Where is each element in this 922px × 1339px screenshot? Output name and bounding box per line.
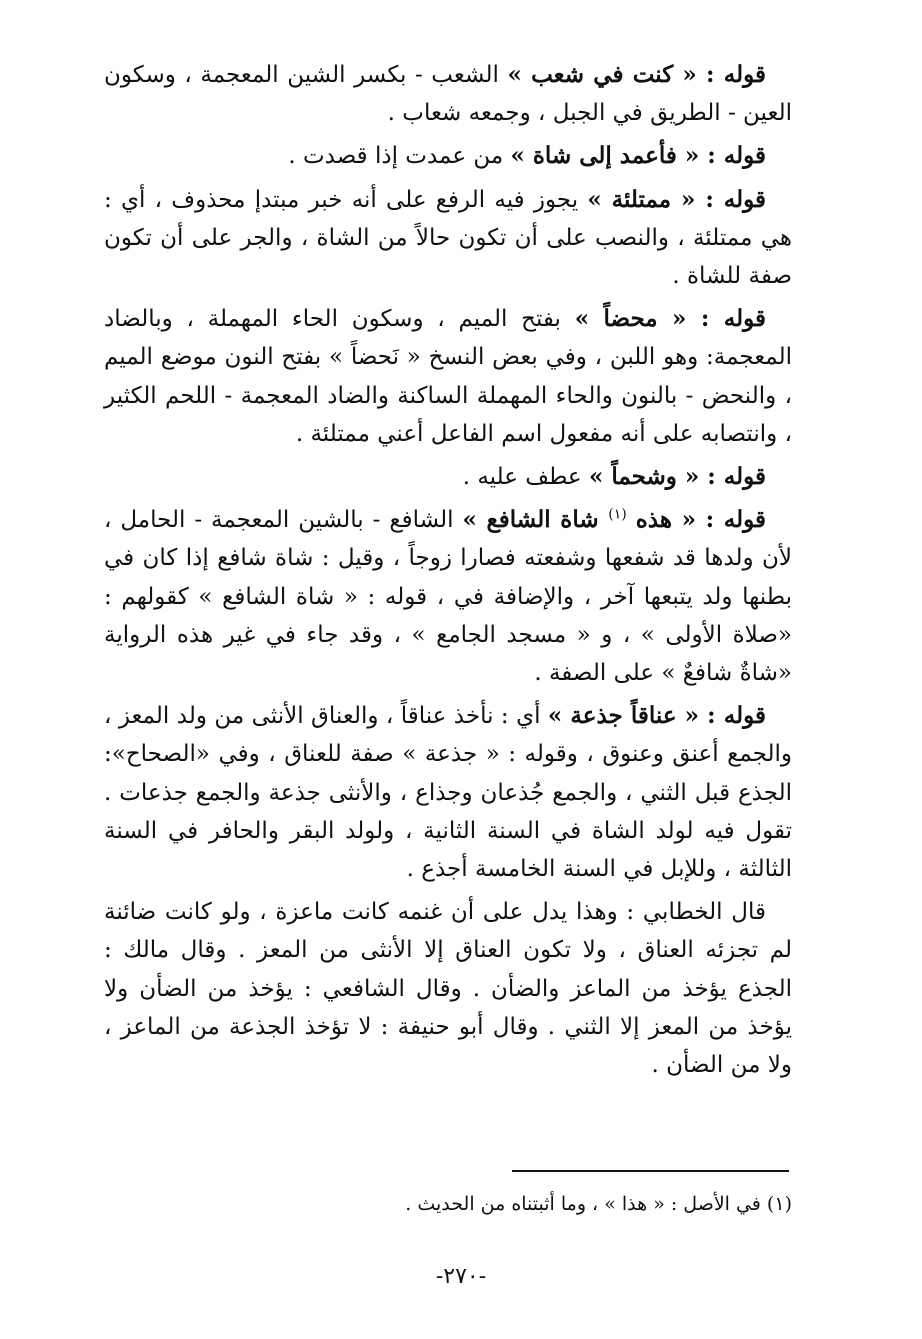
paragraph-lead: قوله : « وشحماً » — [588, 463, 766, 491]
paragraph-shib — [104, 56, 792, 132]
paragraph-text: قال الخطابي : وهذا يدل على أن غنمه كانت ماعزة ، ولو كانت ضائنة لم تجزئه العناق ، ولا تكون العناق إلا الأنثى من المعز . وقال مالك : الجذع يؤخذ من الماعز والضأن . وقال الشافعي : يؤخذ من الضأن ولا يؤخذ من المعز إلا الثني . وقال أبو حنيفة : لا تؤخذ الجذعة من الماعز ، ولا من الضأن . — [104, 899, 792, 1079]
paragraph-text: الشافع - بالشين المعجمة - الحامل ، لأن ولدها قد شفعها وشفعته فصارا زوجاً ، وقيل : شاة شافع إذا كان في بطنها ولد يتبعها آخر ، والإضافة في ، قوله : « شاة الشافع » كقولهم : «صلاة الأولى » ، و « مسجد الجامع » ، وقد جاء في غير هذه الرواية «شاةٌ شافعٌ » على الصفة . — [104, 507, 792, 687]
page-number: -٢٧٠- — [435, 1264, 487, 1289]
page-body — [104, 56, 792, 1089]
paragraph-shafi — [104, 501, 792, 692]
paragraph-text: أي : نأخذ عناقاً ، والعناق الأنثى من ولد المعز ، والجمع أعنق وعنوق ، وقوله : « جذعة » صفة للعناق ، وفي «الصحاح»: الجذع قبل الثني ، والجمع جُذعان وجذاع ، والأنثى جذعة والجمع جذعات . تقول فيه لولد الشاة في السنة الثانية ، ولولد البقر والحافر في السنة الثالثة ، وللإبل في السنة الخامسة أجذع . — [104, 703, 792, 883]
paragraph-text: عطف عليه . — [462, 464, 589, 491]
paragraph-lead: قوله : « ممتلئة » — [587, 185, 766, 213]
footnote-marker: (١) — [608, 506, 627, 523]
paragraph-lead-continued: شاة الشافع » — [462, 506, 609, 534]
paragraph-aamid — [104, 137, 792, 175]
paragraph-text: من عمدت إذا قصدت . — [288, 143, 511, 170]
paragraph-inaq — [104, 697, 792, 888]
paragraph-mumtaliah — [104, 181, 792, 296]
footnote: (١) في الأصل : « هذا » ، وما أثبتناه من الحديث . — [405, 1193, 792, 1215]
paragraph-lead: قوله : « كنت في شعب » — [507, 61, 767, 88]
paragraph-lead: قوله : « محضاً » — [574, 305, 766, 333]
paragraph-khattabi — [104, 893, 792, 1084]
paragraph-shahman — [104, 458, 792, 496]
paragraph-lead: قوله : « فأعمد إلى شاة » — [510, 142, 766, 170]
paragraph-text: الشعب - بكسر الشين المعجمة ، وسكون العين - الطريق في الجبل ، وجمعه شعاب . — [104, 62, 792, 127]
paragraph-lead: قوله : « عناقاً جذعة » — [547, 702, 766, 730]
paragraph-text: يجوز فيه الرفع على أنه خبر مبتدإ محذوف ، أي : هي ممتلئة ، والنصب على أن تكون حالاً من الشاة ، والجر على أن تكون صفة للشاة . — [104, 186, 792, 290]
footnote-divider — [512, 1170, 789, 1172]
paragraph-mahdan — [104, 300, 792, 453]
paragraph-lead: قوله : « هذه — [635, 506, 767, 534]
paragraph-text: بفتح الميم ، وسكون الحاء المهملة ، وبالضاد المعجمة: وهو اللبن ، وفي بعض النسخ « نَحضاً » بفتح النون موضع الميم ، والنحض - بالنون والحاء المهملة الساكنة والضاد المعجمة - اللحم الكثير ، وانتصابه على أنه مفعول اسم الفاعل أعني ممتلئة . — [104, 306, 792, 447]
